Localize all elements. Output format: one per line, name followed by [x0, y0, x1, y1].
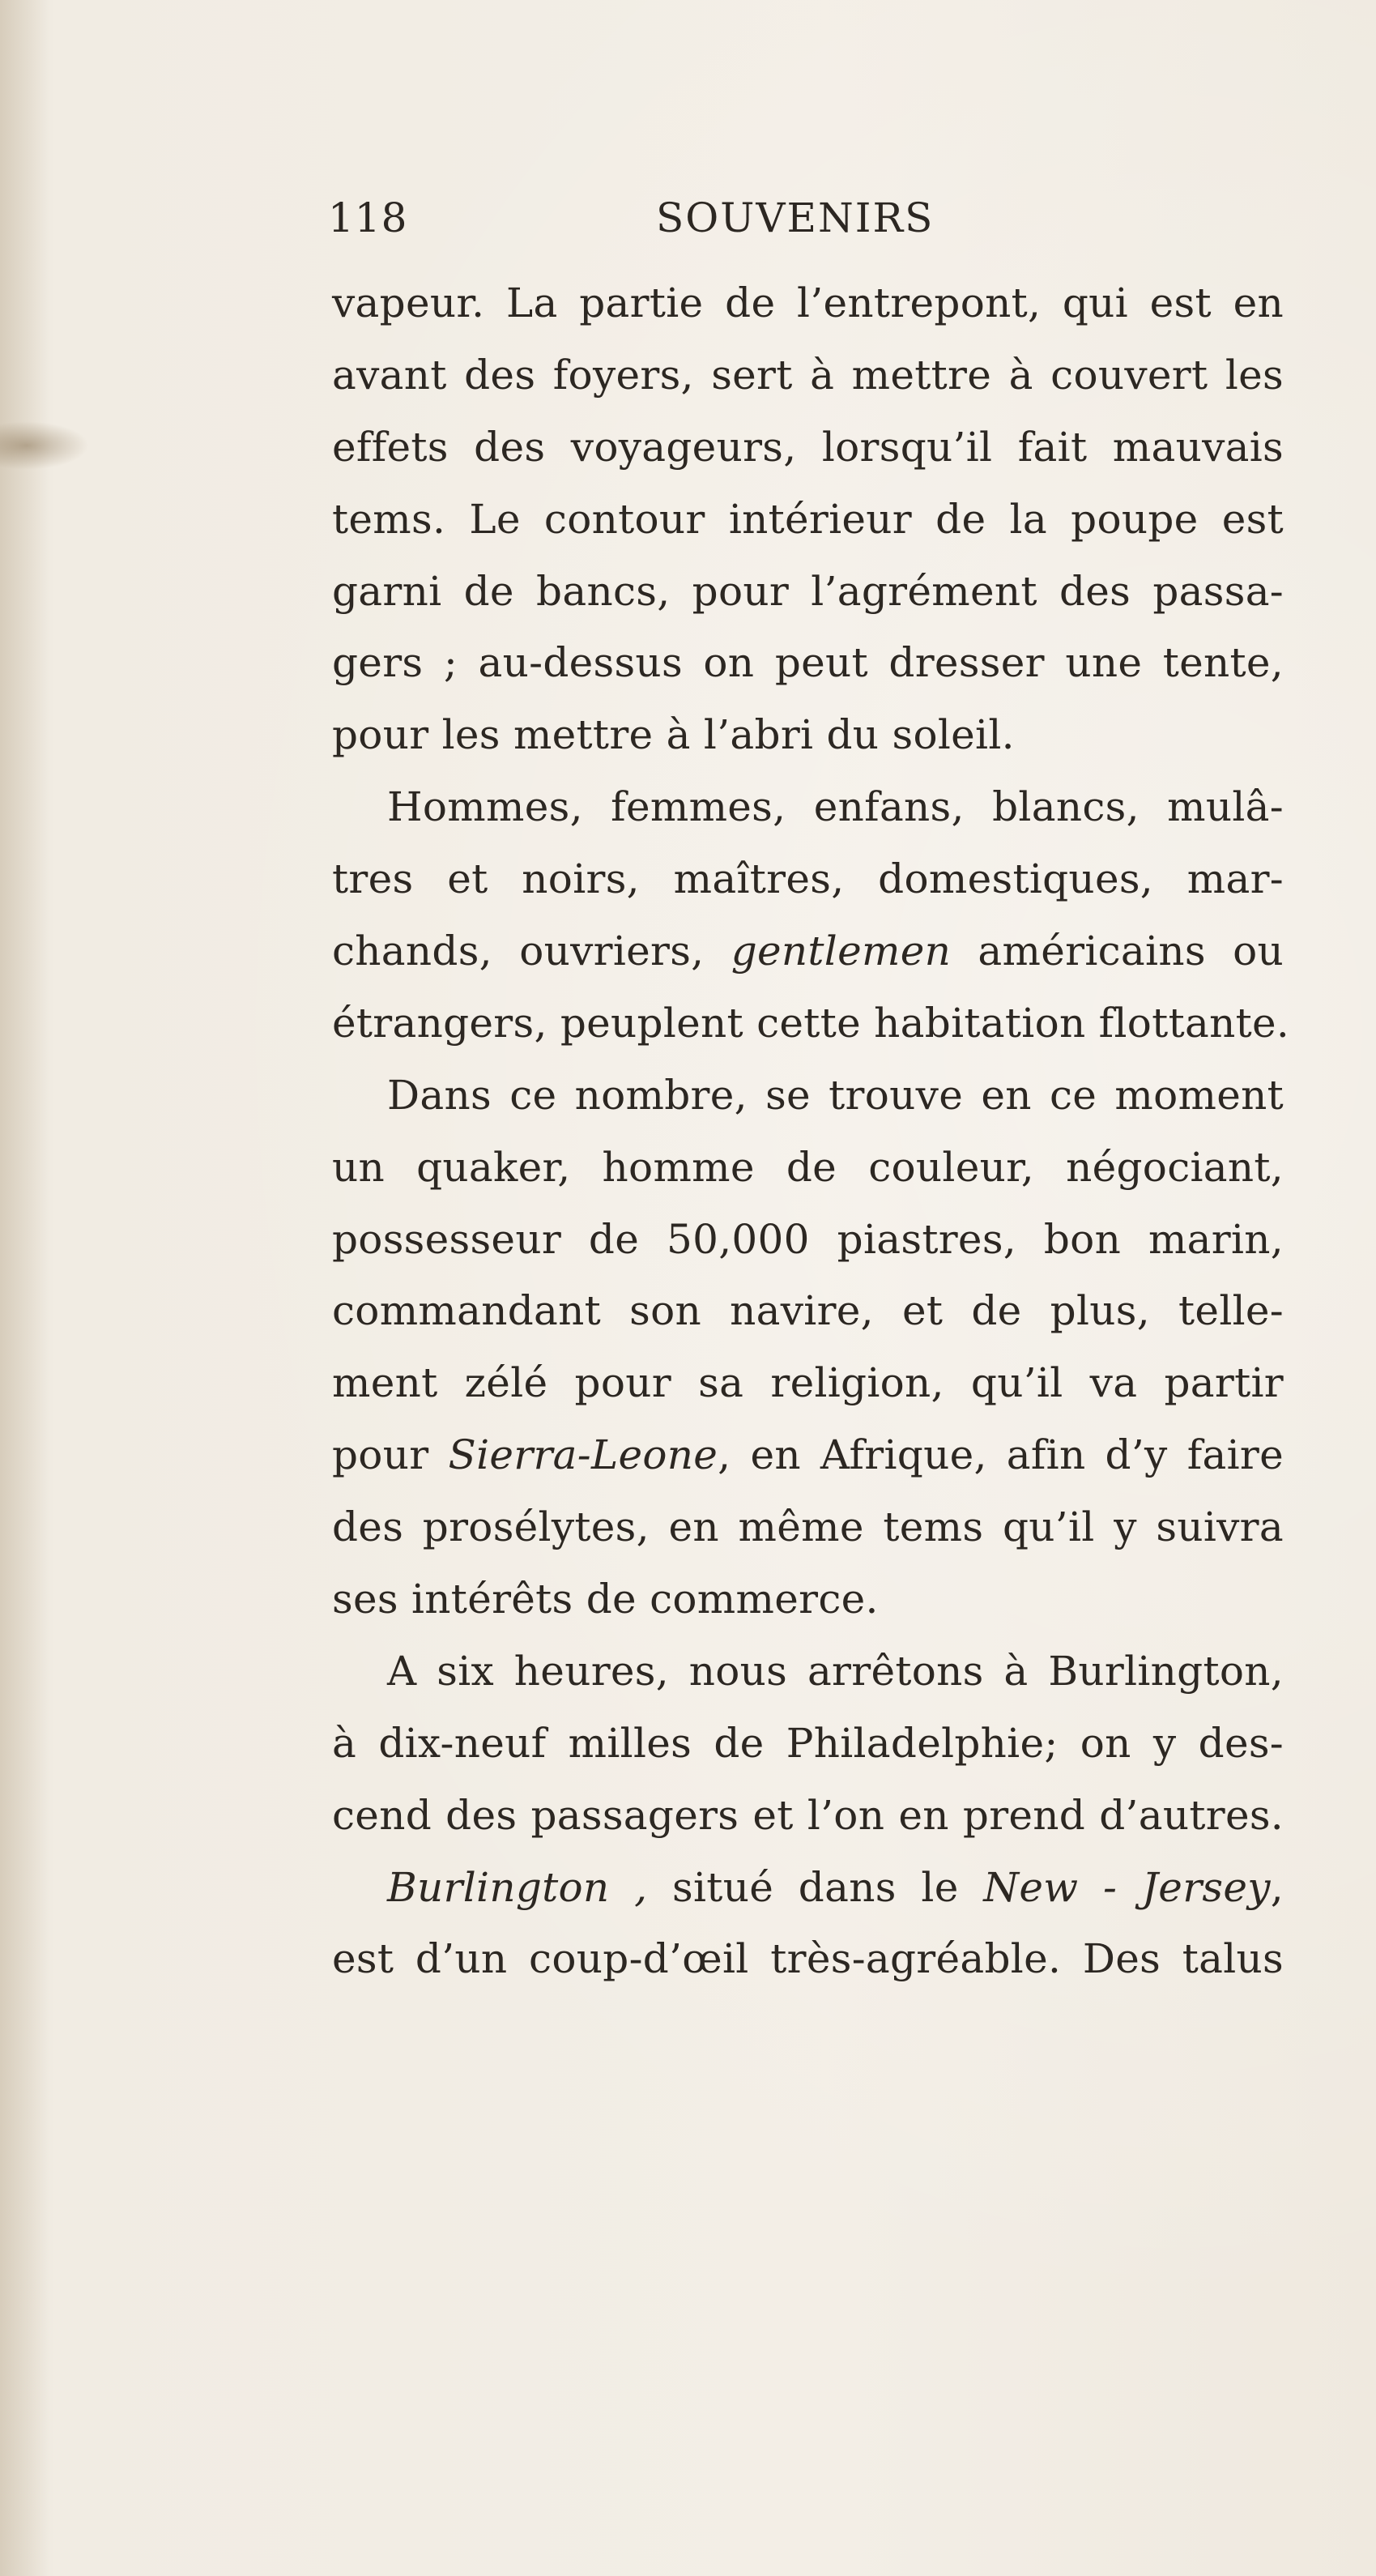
body-text — [332, 267, 1290, 1995]
text-line: pour les mettre à l’abri du soleil. — [332, 711, 1015, 759]
running-title: SOUVENIRS — [656, 194, 935, 241]
text-line: ment zélé pour sa religion, qu’il va partir — [332, 1359, 1284, 1407]
page-header — [328, 194, 1284, 259]
text-segment: situé dans le — [647, 1863, 984, 1911]
page-gutter-shadow — [0, 0, 49, 2576]
text-line — [332, 1419, 1284, 1491]
text-line: à dix-neuf milles de Philadelphie; on y des- — [332, 1719, 1284, 1767]
text-line: effets des voyageurs, lorsqu’il fait mauvais — [332, 423, 1284, 471]
text-line: cend des passagers et l’on en prend d’autres. — [332, 1791, 1284, 1839]
text-line: des prosélytes, en même tems qu’il y suivra — [332, 1503, 1284, 1551]
text-line: avant des foyers, sert à mettre à couvert les — [332, 351, 1284, 399]
text-line: étrangers, peuplent cette habitation flottante. — [332, 999, 1290, 1047]
text-line: ses intérêts de commerce. — [332, 1576, 879, 1623]
text-line: est d’un coup-d’œil très-agréable. Des talus — [332, 1935, 1284, 1983]
text-line: vapeur. La partie de l’entrepont, qui est en — [332, 279, 1284, 326]
text-segment: , en Afrique, afin d’y faire — [718, 1431, 1284, 1479]
italic-place-name: New - Jersey — [983, 1863, 1271, 1911]
italic-term: gentlemen — [731, 928, 952, 975]
text-line: gers ; au-dessus on peut dresser une tente, — [332, 639, 1284, 687]
italic-place-name: Sierra-Leone — [448, 1431, 718, 1479]
text-line: commandant son navire, et de plus, telle- — [332, 1287, 1284, 1335]
text-line: garni de bancs, pour l’agrément des passa- — [332, 567, 1284, 615]
text-line: Dans ce nombre, se trouve en ce moment — [387, 1071, 1284, 1119]
text-line: Hommes, femmes, enfans, blancs, mulâ- — [387, 783, 1284, 831]
text-segment: , — [1270, 1863, 1284, 1911]
text-segment: pour — [332, 1431, 449, 1479]
text-segment: chands, ouvriers, — [332, 928, 731, 975]
text-line: A six heures, nous arrêtons à Burlington, — [387, 1647, 1284, 1695]
text-line: tems. Le contour intérieur de la poupe est — [332, 495, 1284, 543]
italic-place-name: Burlington , — [387, 1863, 648, 1911]
text-line: tres et noirs, maîtres, domestiques, mar- — [332, 855, 1284, 903]
text-segment: américains ou — [951, 928, 1284, 975]
page-number: 118 — [328, 194, 408, 241]
text-line — [332, 1852, 1284, 1924]
ink-smudge — [0, 421, 89, 470]
text-line: un quaker, homme de couleur, négociant, — [332, 1143, 1284, 1191]
text-line — [332, 915, 1284, 987]
text-line: possesseur de 50,000 piastres, bon marin, — [332, 1215, 1284, 1263]
